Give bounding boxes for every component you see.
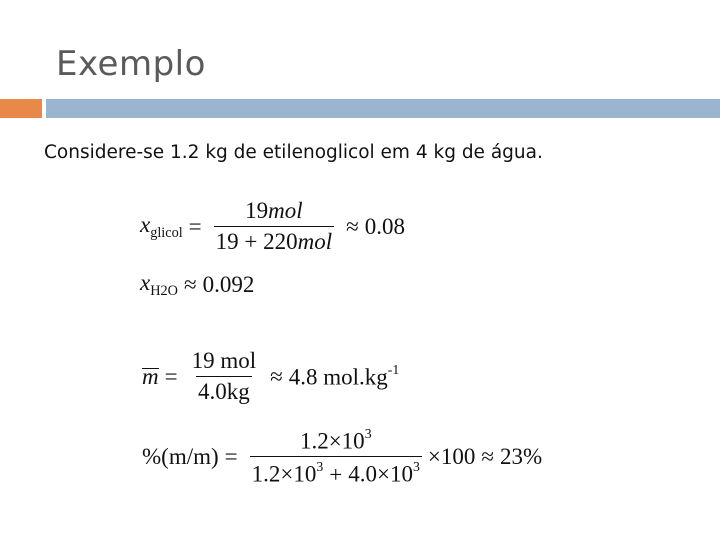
approx-sign: ≈ (183, 271, 197, 297)
times-100: ×100 (427, 443, 476, 469)
result-value: 0.092 (202, 271, 255, 297)
numerator: 19mol (245, 198, 303, 223)
intro-text: Considere-se 1.2 kg de etilenoglicol em 4 kg de água. (44, 142, 543, 163)
equation-water-fraction (140, 270, 254, 300)
numerator: $1.2\times 10^3$ (299, 426, 372, 454)
result-value: 0.08 (364, 213, 406, 239)
title-rule-accent (0, 99, 42, 118)
var-x: $x_{H2O}$ (140, 270, 178, 299)
result-value: 4.8 $mol.kg^{-1}$ (288, 362, 400, 390)
approx-sign: ≈ (346, 213, 359, 239)
approx-sign: ≈ (481, 443, 495, 469)
numerator: 19 mol (191, 348, 257, 373)
slide-title: Exemplo (56, 44, 206, 84)
equals-sign: = (224, 443, 238, 469)
var-m: m (142, 363, 159, 389)
subscript-glicol: glicol (150, 224, 183, 241)
fraction (190, 348, 259, 405)
equation-mass-percent (142, 426, 542, 488)
equation-molality (142, 348, 399, 405)
approx-sign: ≈ (270, 363, 283, 389)
denominator: $1.2\times 10^3 + 4.0\times 10^3$ (250, 456, 422, 487)
denominator: 19 + 220mol (214, 226, 334, 255)
result-exponent: -1 (387, 362, 400, 378)
title-rule (46, 99, 720, 118)
equals-sign: = (188, 213, 202, 239)
denominator: 4.0kg (196, 376, 252, 405)
subscript-h2o: H2O (150, 282, 178, 299)
equation-glycol-fraction (140, 198, 405, 255)
result-value: 23% (500, 443, 543, 469)
lhs-label: %(m/m) (142, 443, 219, 469)
var-x: $x_{glicol}$ (140, 211, 183, 241)
fraction (250, 426, 422, 488)
equals-sign: = (164, 363, 178, 389)
fraction (214, 198, 334, 255)
